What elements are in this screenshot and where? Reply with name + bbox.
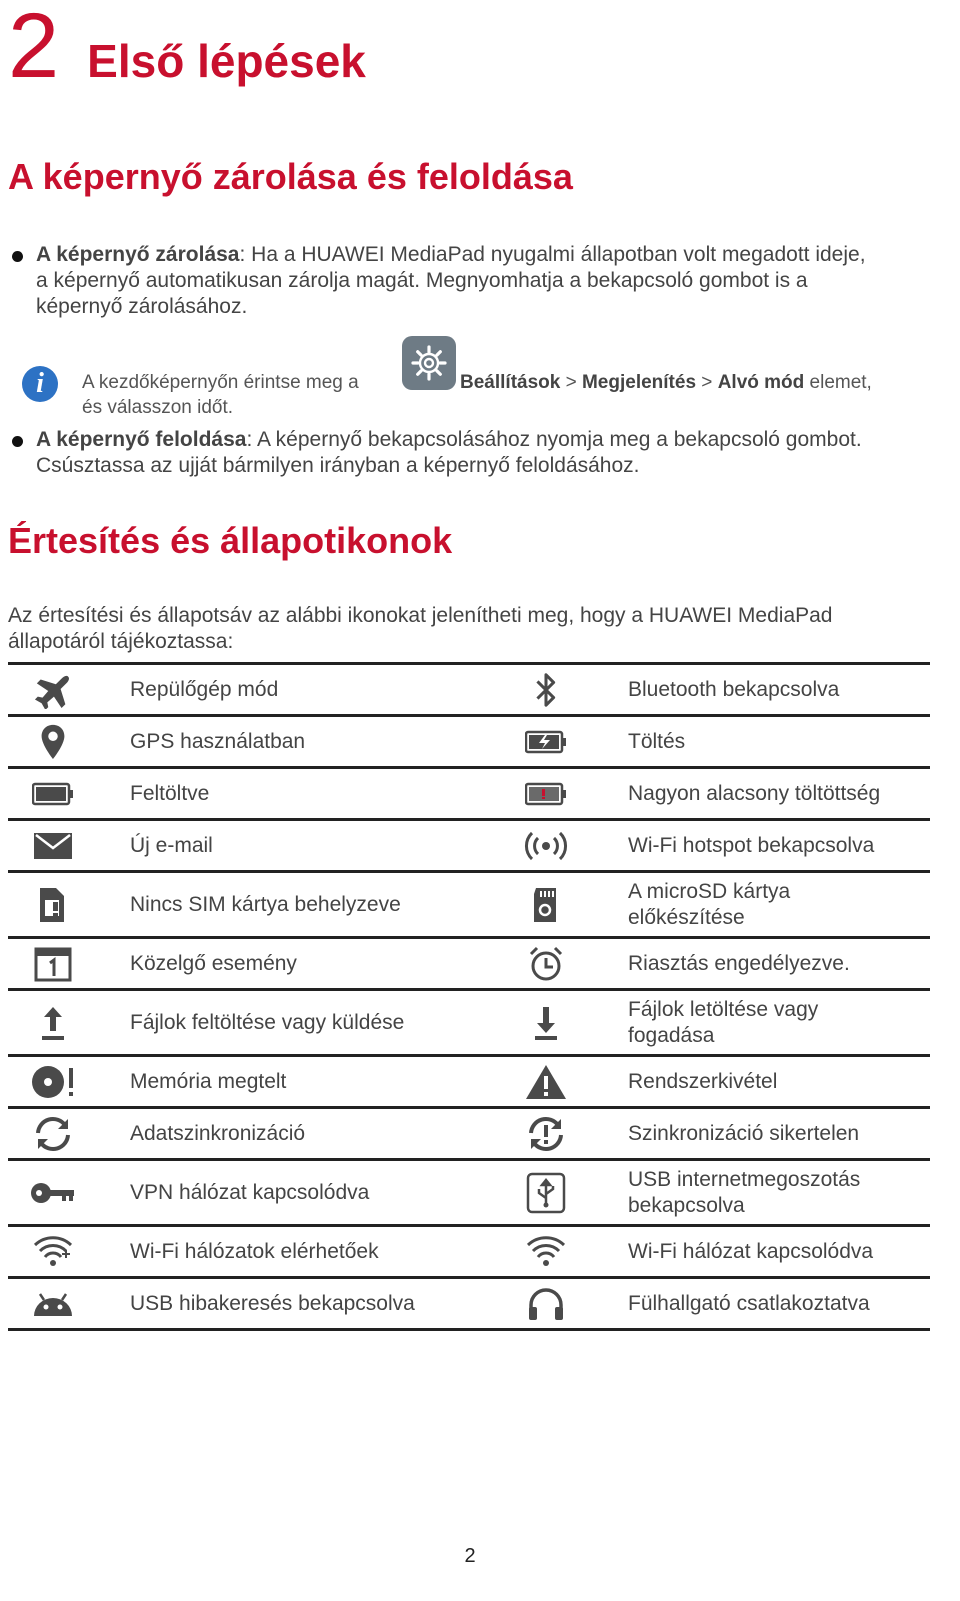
status-label: Új e-mail	[130, 833, 213, 857]
storage-full-icon	[8, 1056, 98, 1108]
note-text: A kezdőképernyőn érintse meg a	[82, 372, 359, 393]
status-label: Szinkronizáció sikertelen	[628, 1121, 860, 1145]
email-icon	[8, 820, 98, 872]
status-label: Nagyon alacsony töltöttség	[628, 781, 881, 805]
status-label: USB internetmegoszotás bekapcsolva	[628, 1167, 861, 1217]
table-row	[8, 1278, 930, 1330]
wifi-connected-icon	[516, 1226, 576, 1278]
page-number: 2	[464, 1545, 476, 1567]
alarm-icon	[516, 938, 576, 990]
vpn-key-icon	[8, 1160, 98, 1226]
airplane-icon	[8, 664, 98, 716]
no-sim-icon	[8, 872, 98, 938]
info-icon: i	[22, 366, 58, 402]
status-label: Töltés	[628, 729, 686, 753]
status-label: Riasztás engedélyezve.	[628, 951, 850, 975]
status-label: Fájlok feltöltése vagy küldése	[130, 1010, 405, 1034]
note-path: Beállítások > Megjelenítés > Alvó mód elemet,	[460, 372, 872, 393]
bullet-lock-screen	[8, 242, 948, 320]
table-row	[8, 1108, 930, 1160]
chapter-title: Első lépések	[87, 35, 366, 87]
status-label: Wi-Fi hotspot bekapcsolva	[628, 833, 875, 857]
sync-icon	[8, 1108, 98, 1160]
status-label: Wi-Fi hálózatok elérhetőek	[130, 1239, 379, 1263]
status-label: GPS használatban	[130, 729, 306, 753]
table-row	[8, 1160, 930, 1226]
chapter-number: 2	[8, 0, 60, 97]
bullet-text: képernyő zárolásához.	[36, 295, 248, 318]
android-debug-icon	[8, 1278, 98, 1330]
wifi-hotspot-icon	[516, 820, 576, 872]
download-icon	[516, 990, 576, 1056]
settings-gear-icon	[402, 336, 456, 390]
chapter-heading	[8, 0, 366, 97]
gps-icon	[8, 716, 98, 768]
bullet-label: A képernyő feloldása	[36, 428, 247, 451]
bullet-dot	[12, 436, 23, 447]
status-label: Fájlok letöltése vagy fogadása	[628, 997, 819, 1047]
status-label: Nincs SIM kártya behelyzeve	[130, 892, 401, 916]
section-title-lock: A képernyő zárolása és feloldása	[8, 156, 573, 197]
bullet-unlock-screen	[8, 427, 948, 479]
bullet-text: a képernyő automatikusan zárolja magát. Megnyomhatja a bekapcsoló gombot is a	[36, 269, 808, 292]
bullet-text: : A képernyő bekapcsolásához nyomja meg a bekapcsoló gombot.	[246, 428, 862, 451]
wifi-available-icon	[8, 1226, 98, 1278]
battery-full-icon	[8, 768, 98, 820]
bullet-dot	[12, 251, 23, 262]
table-row	[8, 820, 930, 872]
table-row	[8, 716, 930, 768]
status-label: Közelgő esemény	[130, 951, 297, 975]
table-row	[8, 768, 930, 820]
microsd-icon	[516, 872, 576, 938]
status-label: Repülőgép mód	[130, 677, 279, 701]
bluetooth-icon	[516, 664, 576, 716]
status-label: Feltöltve	[130, 781, 210, 805]
bullet-text: Csúsztassa az ujját bármilyen irányban a képernyő feloldásához.	[36, 454, 640, 477]
warning-icon	[516, 1056, 576, 1108]
status-label: Adatszinkronizáció	[130, 1121, 306, 1145]
table-row	[8, 938, 930, 990]
calendar-icon	[8, 938, 98, 990]
upload-icon	[8, 990, 98, 1056]
status-label: Wi-Fi hálózat kapcsolódva	[628, 1239, 874, 1263]
battery-low-icon	[516, 768, 576, 820]
status-label: A microSD kártya előkészítése	[628, 879, 791, 929]
bullet-label: A képernyő zárolása	[36, 243, 240, 266]
note-text-line2: és válasszon időt.	[82, 397, 234, 418]
table-row	[8, 664, 930, 716]
bullet-text: : Ha a HUAWEI MediaPad nyugalmi állapotban volt megadott ideje,	[239, 243, 866, 266]
battery-charging-icon	[516, 716, 576, 768]
sync-failed-icon	[516, 1108, 576, 1160]
status-label: Rendszerkivétel	[628, 1069, 778, 1093]
table-row	[8, 1226, 930, 1278]
status-label: Bluetooth bekapcsolva	[628, 677, 840, 701]
table-row	[8, 990, 930, 1056]
info-note	[22, 340, 942, 424]
table-row	[8, 872, 930, 938]
status-icons-table	[8, 662, 930, 1331]
usb-tethering-icon	[516, 1160, 576, 1226]
status-label: USB hibakeresés bekapcsolva	[130, 1291, 415, 1315]
intro-paragraph: Az értesítési és állapotsáv az alábbi ikonokat jelenítheti meg, hogy a HUAWEI MediaPad állapotáról tájékoztassa:	[8, 604, 833, 653]
table-row	[8, 1056, 930, 1108]
headset-icon	[516, 1278, 576, 1330]
section-title-notifications: Értesítés és állapotikonok	[8, 520, 453, 561]
status-label: Fülhallgató csatlakoztatva	[628, 1291, 870, 1315]
status-label: Memória megtelt	[130, 1069, 287, 1093]
status-label: VPN hálózat kapcsolódva	[130, 1180, 370, 1204]
